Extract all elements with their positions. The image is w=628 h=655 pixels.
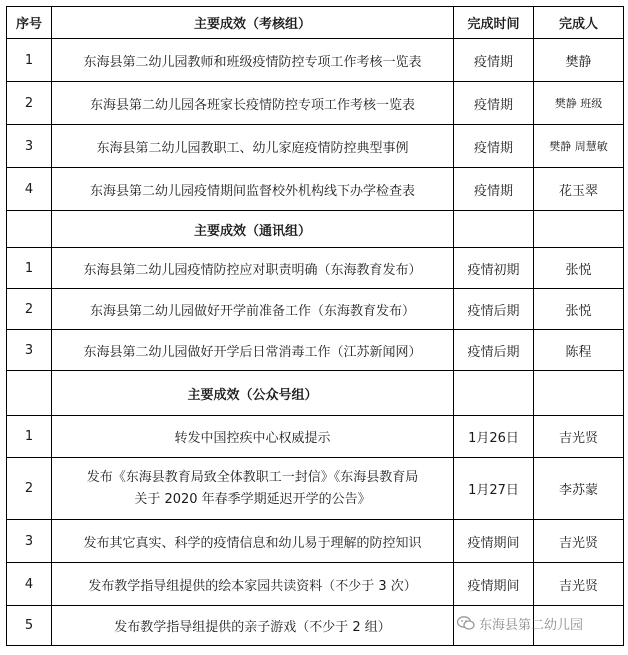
row-time: 疫情期	[454, 168, 534, 211]
section-header-public	[7, 371, 624, 416]
row-achievement: 东海县第二幼儿园疫情防控应对职责明确（东海教育发布）	[52, 248, 454, 289]
section-header-communication	[7, 211, 624, 248]
table-row	[7, 168, 624, 211]
table-row	[7, 82, 624, 125]
table-row	[7, 289, 624, 330]
row-no: 4	[7, 563, 52, 606]
row-person: 陈程	[534, 330, 624, 371]
header-achievement: 主要成效（考核组）	[52, 7, 454, 39]
row-no: 3	[7, 330, 52, 371]
row-no: 2	[7, 458, 52, 520]
achievement-table	[6, 6, 624, 646]
watermark	[457, 614, 583, 633]
row-person: 樊静 班级	[534, 82, 624, 125]
row-achievement: 东海县第二幼儿园做好开学前准备工作（东海教育发布）	[52, 289, 454, 330]
row-achievement: 发布《东海县教育局致全体教职工一封信》《东海县教育局 关于 2020 年春季学期延迟开学的公告》	[52, 458, 454, 520]
row-person: 吉光贤	[534, 520, 624, 563]
row-person: 吉光贤	[534, 563, 624, 606]
row-person: 张悦	[534, 289, 624, 330]
row-time: 1月27日	[454, 458, 534, 520]
row-person: 李苏蒙	[534, 458, 624, 520]
row-no: 4	[7, 168, 52, 211]
row-person: 樊静 周慧敏	[534, 125, 624, 168]
table-row	[7, 330, 624, 371]
watermark-text: 东海县第二幼儿园	[479, 618, 584, 633]
row-no: 3	[7, 520, 52, 563]
table-row	[7, 125, 624, 168]
row-time: 疫情期	[454, 82, 534, 125]
row-time: 疫情期间	[454, 520, 534, 563]
header-time: 完成时间	[454, 7, 534, 39]
table-row	[7, 416, 624, 458]
row-no: 1	[7, 39, 52, 82]
section-title: 主要成效（公众号组）	[52, 371, 454, 416]
row-time: 疫情后期	[454, 330, 534, 371]
row-no: 1	[7, 416, 52, 458]
header-person: 完成人	[534, 7, 624, 39]
row-person: 花玉翠	[534, 168, 624, 211]
row-achievement: 东海县第二幼儿园疫情期间监督校外机构线下办学检查表	[52, 168, 454, 211]
row-achievement: 东海县第二幼儿园教职工、幼儿家庭疫情防控典型事例	[52, 125, 454, 168]
table-row	[7, 39, 624, 82]
row-no: 2	[7, 289, 52, 330]
row-no: 2	[7, 82, 52, 125]
row-time: 疫情期	[454, 39, 534, 82]
table-row	[7, 458, 624, 520]
row-person: 樊静	[534, 39, 624, 82]
row-no: 5	[7, 606, 52, 646]
row-time: 1月26日	[454, 416, 534, 458]
row-no: 1	[7, 248, 52, 289]
header-no: 序号	[7, 7, 52, 39]
row-person: 吉光贤	[534, 416, 624, 458]
section-title: 主要成效（通讯组）	[52, 211, 454, 248]
row-achievement: 东海县第二幼儿园教师和班级疫情防控专项工作考核一览表	[52, 39, 454, 82]
row-time: 疫情初期	[454, 248, 534, 289]
row-achievement: 转发中国控疾中心权威提示	[52, 416, 454, 458]
wechat-icon	[457, 616, 475, 631]
row-achievement: 发布教学指导组提供的绘本家园共读资料（不少于 3 次）	[52, 563, 454, 606]
row-time: 疫情后期	[454, 289, 534, 330]
table-header-row	[7, 7, 624, 39]
table-row	[7, 563, 624, 606]
row-achievement: 发布教学指导组提供的亲子游戏（不少于 2 组）	[52, 606, 454, 646]
table-row	[7, 520, 624, 563]
row-achievement: 东海县第二幼儿园各班家长疫情防控专项工作考核一览表	[52, 82, 454, 125]
row-achievement: 发布其它真实、科学的疫情信息和幼儿易于理解的防控知识	[52, 520, 454, 563]
row-achievement: 东海县第二幼儿园做好开学后日常消毒工作（江苏新闻网）	[52, 330, 454, 371]
row-time: 疫情期	[454, 125, 534, 168]
row-time: 疫情期间	[454, 563, 534, 606]
row-person: 张悦	[534, 248, 624, 289]
row-no: 3	[7, 125, 52, 168]
table-row	[7, 248, 624, 289]
